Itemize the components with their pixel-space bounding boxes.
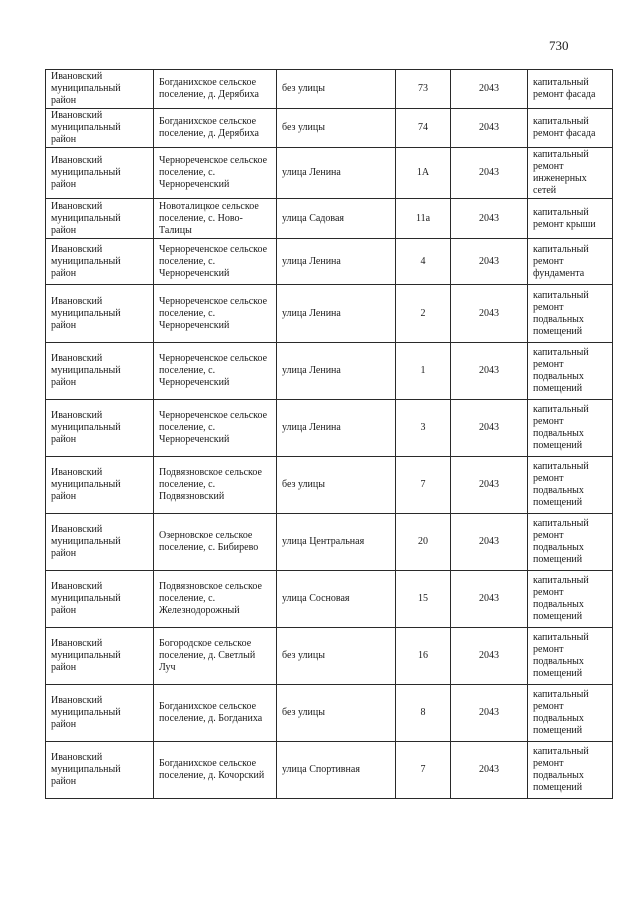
housing-repair-table [45,69,613,799]
cell-district: Ивановский муниципальный район [46,685,154,742]
table-row [46,628,613,685]
cell-work-type: капитальный ремонт фасада [528,70,613,109]
cell-work-type: капитальный ремонт подвальных помещений [528,628,613,685]
cell-year: 2043 [451,109,528,148]
cell-street: улица Спортивная [277,742,396,799]
cell-district: Ивановский муниципальный район [46,239,154,285]
table-row [46,742,613,799]
cell-house-number: 1 [396,343,451,400]
cell-settlement: Богданихское сельское поселение, д. Дерябиха [154,70,277,109]
cell-house-number: 3 [396,400,451,457]
cell-work-type: капитальный ремонт подвальных помещений [528,514,613,571]
cell-district: Ивановский муниципальный район [46,109,154,148]
cell-settlement: Подвязновское сельское поселение, с. Железнодорожный [154,571,277,628]
table-row [46,571,613,628]
cell-settlement: Богданихское сельское поселение, д. Кочорский [154,742,277,799]
cell-year: 2043 [451,457,528,514]
cell-district: Ивановский муниципальный район [46,400,154,457]
cell-district: Ивановский муниципальный район [46,148,154,199]
cell-street: без улицы [277,109,396,148]
cell-house-number: 7 [396,742,451,799]
cell-street: без улицы [277,70,396,109]
cell-year: 2043 [451,571,528,628]
cell-street: без улицы [277,628,396,685]
table-row [46,514,613,571]
cell-work-type: капитальный ремонт фасада [528,109,613,148]
cell-district: Ивановский муниципальный район [46,457,154,514]
cell-street: улица Ленина [277,343,396,400]
cell-district: Ивановский муниципальный район [46,199,154,239]
cell-work-type: капитальный ремонт подвальных помещений [528,457,613,514]
table-row [46,109,613,148]
cell-house-number: 74 [396,109,451,148]
cell-year: 2043 [451,742,528,799]
cell-year: 2043 [451,400,528,457]
cell-year: 2043 [451,148,528,199]
cell-year: 2043 [451,239,528,285]
cell-settlement: Чернореченское сельское поселение, с. Чернореченский [154,285,277,343]
cell-street: улица Ленина [277,285,396,343]
cell-settlement: Богданихское сельское поселение, д. Дерябиха [154,109,277,148]
cell-settlement: Богородское сельское поселение, д. Светлый Луч [154,628,277,685]
cell-house-number: 11а [396,199,451,239]
cell-house-number: 20 [396,514,451,571]
table-row [46,285,613,343]
table-row [46,199,613,239]
cell-year: 2043 [451,70,528,109]
cell-year: 2043 [451,285,528,343]
table-row [46,457,613,514]
cell-street: без улицы [277,457,396,514]
cell-house-number: 73 [396,70,451,109]
cell-settlement: Новоталицкое сельское поселение, с. Ново-Талицы [154,199,277,239]
table-row [46,148,613,199]
cell-house-number: 2 [396,285,451,343]
cell-work-type: капитальный ремонт подвальных помещений [528,685,613,742]
cell-work-type: капитальный ремонт крыши [528,199,613,239]
cell-house-number: 4 [396,239,451,285]
cell-house-number: 1А [396,148,451,199]
cell-year: 2043 [451,343,528,400]
cell-work-type: капитальный ремонт подвальных помещений [528,742,613,799]
cell-settlement: Озерновское сельское поселение, с. Бибирево [154,514,277,571]
cell-year: 2043 [451,628,528,685]
table-row [46,239,613,285]
cell-district: Ивановский муниципальный район [46,285,154,343]
cell-street: улица Центральная [277,514,396,571]
cell-settlement: Подвязновское сельское поселение, с. Подвязновский [154,457,277,514]
table-row [46,685,613,742]
page-number: 730 [549,38,569,53]
table-row [46,400,613,457]
table-body [46,70,613,799]
cell-year: 2043 [451,199,528,239]
cell-district: Ивановский муниципальный район [46,628,154,685]
cell-work-type: капитальный ремонт подвальных помещений [528,285,613,343]
cell-year: 2043 [451,685,528,742]
cell-street: улица Ленина [277,400,396,457]
cell-house-number: 15 [396,571,451,628]
cell-house-number: 8 [396,685,451,742]
cell-work-type: капитальный ремонт подвальных помещений [528,571,613,628]
cell-settlement: Чернореченское сельское поселение, с. Чернореченский [154,343,277,400]
cell-district: Ивановский муниципальный район [46,514,154,571]
cell-house-number: 7 [396,457,451,514]
cell-year: 2043 [451,514,528,571]
cell-settlement: Чернореченское сельское поселение, с. Чернореченский [154,239,277,285]
cell-street: без улицы [277,685,396,742]
cell-work-type: капитальный ремонт фундамента [528,239,613,285]
cell-settlement: Чернореченское сельское поселение, с. Чернореченский [154,148,277,199]
cell-settlement: Чернореченское сельское поселение, с. Чернореченский [154,400,277,457]
cell-district: Ивановский муниципальный район [46,343,154,400]
cell-work-type: капитальный ремонт инженерных сетей [528,148,613,199]
cell-house-number: 16 [396,628,451,685]
table-row [46,70,613,109]
cell-street: улица Ленина [277,148,396,199]
cell-district: Ивановский муниципальный район [46,571,154,628]
cell-work-type: капитальный ремонт подвальных помещений [528,400,613,457]
cell-district: Ивановский муниципальный район [46,742,154,799]
table-row [46,343,613,400]
cell-district: Ивановский муниципальный район [46,70,154,109]
cell-street: улица Ленина [277,239,396,285]
cell-settlement: Богданихское сельское поселение, д. Богданиха [154,685,277,742]
cell-street: улица Сосновая [277,571,396,628]
cell-street: улица Садовая [277,199,396,239]
cell-work-type: капитальный ремонт подвальных помещений [528,343,613,400]
